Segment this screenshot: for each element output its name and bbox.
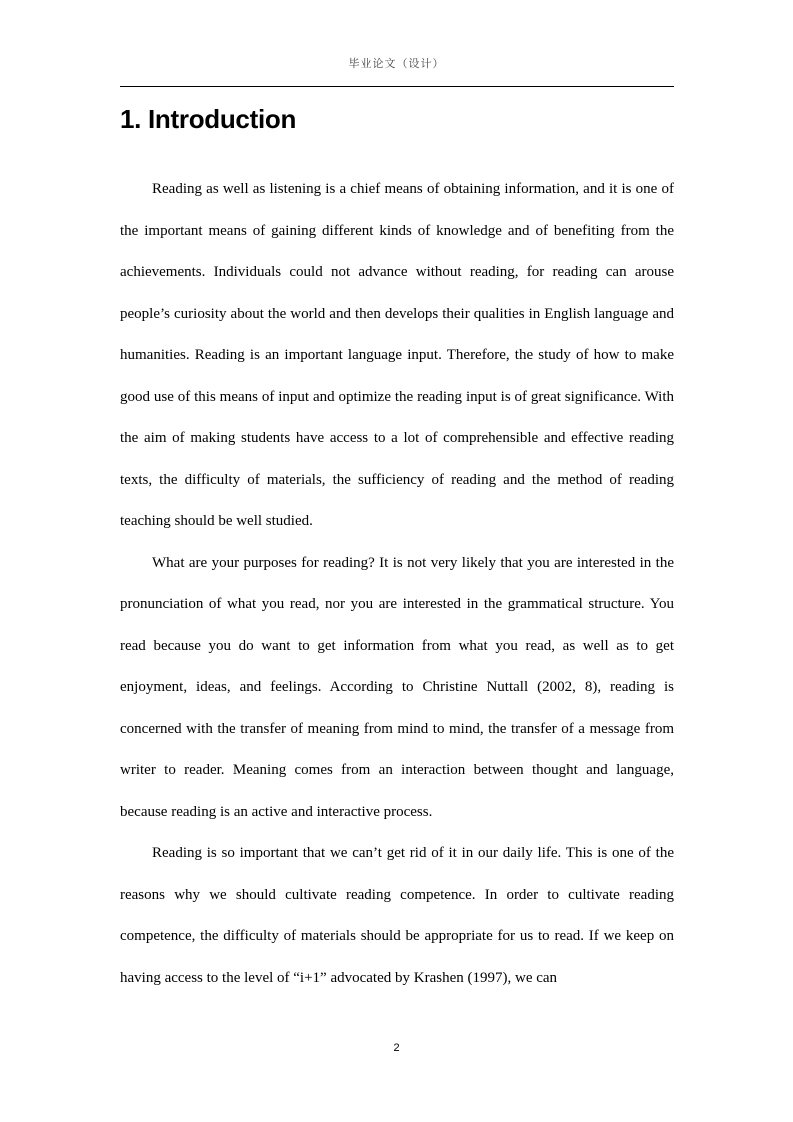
page-number: 2 <box>393 1042 400 1054</box>
section-heading: 1. Introduction <box>120 104 297 134</box>
paragraph: Reading as well as listening is a chief means of obtaining information, and it is one of the important means of gaining different kinds of knowledge and of benefiting from the achievements. Individuals could not advance without reading, for reading can arouse people’s curiosity about the world and then develops their qualities in English language and humanities. Reading is an important language input. Therefore, the study of how to make good use of this means of input and optimize the reading input is of great significance. With the aim of making students have access to a lot of comprehensible and effective reading texts, the difficulty of materials, the sufficiency of reading and the method of reading teaching should be well studied. <box>120 181 674 529</box>
paragraph: What are your purposes for reading? It is not very likely that you are interested in the pronunciation of what you read, nor you are interested in the grammatical structure. You read because you do want to get information from what you read, as well as to get enjoyment, ideas, and feelings. According to Christine Nuttall (2002, 8), reading is concerned with the transfer of meaning from mind to mind, the transfer of a message from writer to reader. Meaning comes from an interaction between thought and language, because reading is an active and interactive process. <box>120 554 674 820</box>
header-divider <box>120 86 674 87</box>
paragraph: Reading is so important that we can’t get rid of it in our daily life. This is one of the reasons why we should cultivate reading competence. In order to cultivate reading competence, the difficulty of materials should be appropriate for us to read. If we keep on having access to the level of “i+1” advocated by Krashen (1997), we can <box>120 845 674 986</box>
body-text <box>120 169 674 999</box>
running-header: 毕业论文（设计） <box>348 57 445 70</box>
